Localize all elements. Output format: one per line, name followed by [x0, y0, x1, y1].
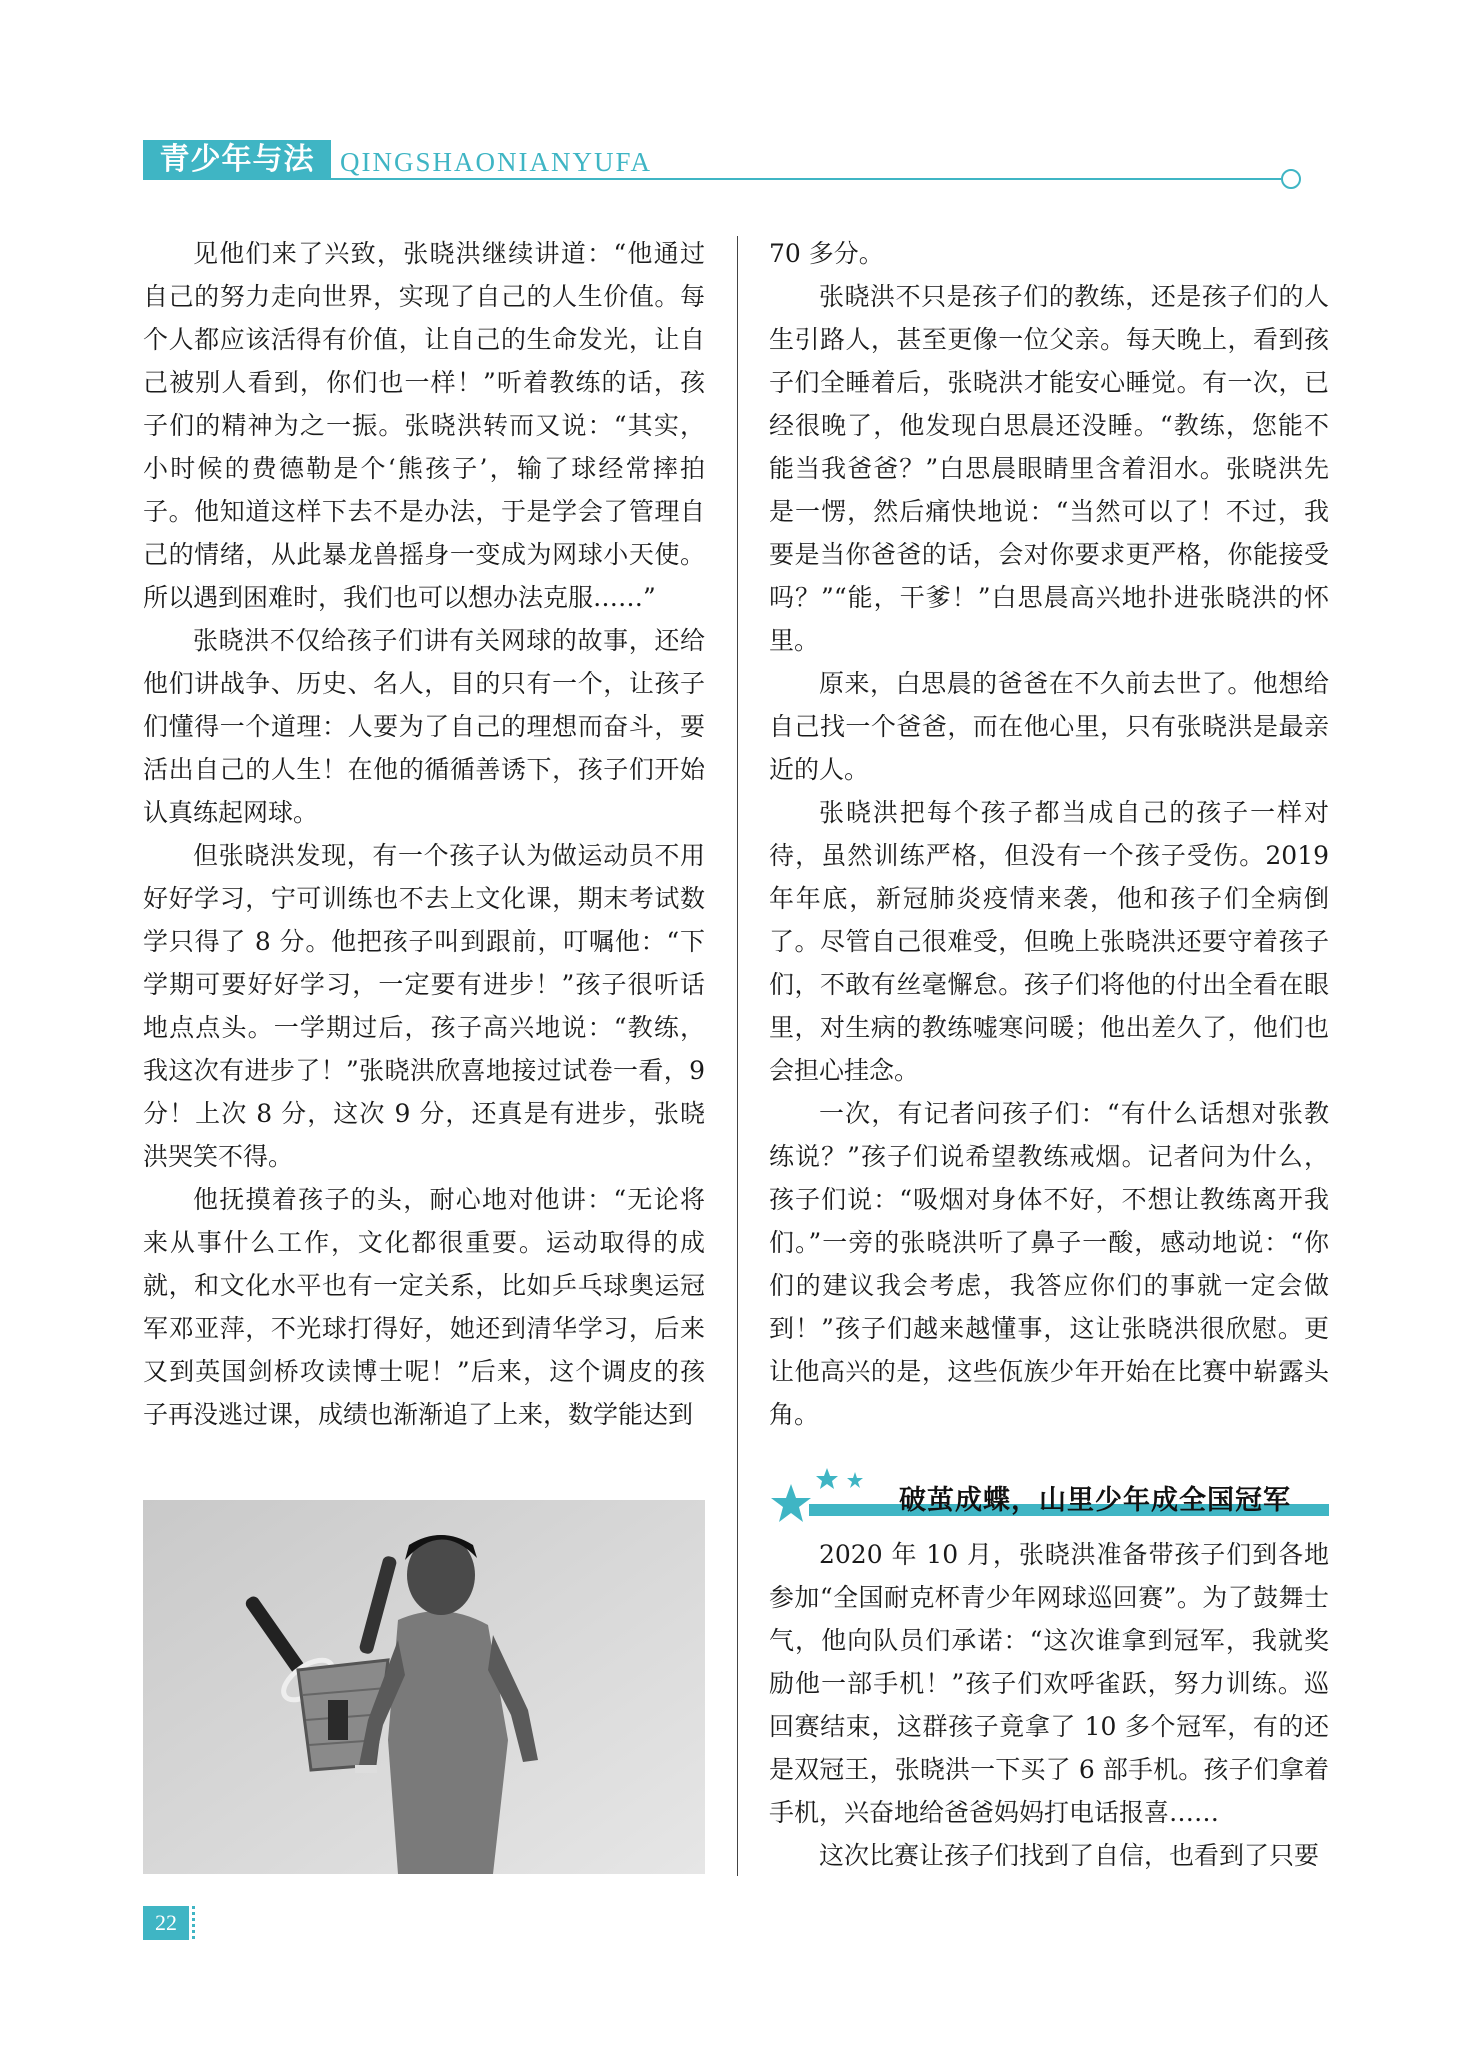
- left-text-column: [143, 232, 705, 1436]
- paragraph: 他抚摸着孩子的头，耐心地对他讲：“无论将来从事什么工作，文化都很重要。运动取得的成就，和文化水平也有一定关系，比如乒乓球奥运冠军邓亚萍，不光球打得好，她还到清华学习，后来又到英国剑桥攻读博士呢！”后来，这个调皮的孩子再没逃过课，成绩也渐渐追了上来，数学能达到: [143, 1185, 705, 1429]
- photo-illustration: [143, 1500, 705, 1874]
- right-text-column: [769, 232, 1329, 1436]
- paragraph: 张晓洪把每个孩子都当成自己的孩子一样对待，虽然训练严格，但没有一个孩子受伤。2019 年年底，新冠肺炎疫情来袭，他和孩子们全病倒了。尽管自己很难受，但晚上张晓洪还要守着孩子们，不敢有丝毫懈怠。孩子们将他的付出全看在眼里，对生病的教练嘘寒问暖；他出差久了，他们也会担心挂念。: [769, 798, 1329, 1085]
- paragraph: 张晓洪不只是孩子们的教练，还是孩子们的人生引路人，甚至更像一位父亲。每天晚上，看到孩子们全睡着后，张晓洪才能安心睡觉。有一次，已经很晚了，他发现白思晨还没睡。“教练，您能不能当我爸爸？”白思晨眼睛里含着泪水。张晓洪先是一愣，然后痛快地说：“当然可以了！不过，我要是当你爸爸的话，会对你要求更严格，你能接受吗？”“能，干爹！”白思晨高兴地扑进张晓洪的怀里。: [769, 282, 1329, 655]
- magazine-section-pinyin: QINGSHAONIANYUFA: [340, 147, 652, 177]
- paragraph: 一次，有记者问孩子们：“有什么话想对张教练说？”孩子们说希望教练戒烟。记者问为什么，孩子们说：“吸烟对身体不好，不想让教练离开我们。”一旁的张晓洪听了鼻子一酸，感动地说：“你们的建议我会考虑，我答应你们的事就一定会做到！”孩子们越来越懂事，这让张晓洪很欣慰。更让他高兴的是，这些佤族少年开始在比赛中崭露头角。: [769, 1099, 1329, 1429]
- paragraph: 2020 年 10 月，张晓洪准备带孩子们到各地参加“全国耐克杯青少年网球巡回赛”。为了鼓舞士气，他向队员们承诺：“这次谁拿到冠军，我就奖励他一部手机！”孩子们欢呼雀跃，努力训练。巡回赛结束，这群孩子竟拿了 10 多个冠军，有的还是双冠王，张晓洪一下买了 6 部手机。孩子们拿着手机，兴奋地给爸爸妈妈打电话报喜……: [769, 1540, 1329, 1827]
- header-rule: [143, 178, 1281, 180]
- paragraph: 这次比赛让孩子们找到了自信，也看到了只要: [819, 1841, 1320, 1870]
- section-heading: [769, 1466, 1329, 1532]
- stars-icon: [769, 1466, 889, 1532]
- header-rule-end-circle: [1281, 169, 1301, 189]
- column-divider: [737, 236, 738, 1876]
- section-text: [769, 1533, 1329, 1877]
- paragraph: 见他们来了兴致，张晓洪继续讲道：“他通过自己的努力走向世界，实现了自己的人生价值。每个人都应该活得有价值，让自己的生命发光，让自己被别人看到，你们也一样！”听着教练的话，孩子们的精神为之一振。张晓洪转而又说：“其实，小时候的费德勒是个‘熊孩子’，输了球经常摔拍子。他知道这样下去不是办法，于是学会了管理自己的情绪，从此暴龙兽摇身一变成为网球小天使。所以遇到困难时，我们也可以想办法克服……”: [143, 239, 705, 612]
- paragraph: 原来，白思晨的爸爸在不久前去世了。他想给自己找一个爸爸，而在他心里，只有张晓洪是最亲近的人。: [769, 669, 1329, 784]
- magazine-section-badge: 青少年与法: [143, 140, 331, 180]
- paragraph: 张晓洪不仅给孩子们讲有关网球的故事，还给他们讲战争、历史、名人，目的只有一个，让孩子们懂得一个道理：人要为了自己的理想而奋斗，要活出自己的人生！在他的循循善诱下，孩子们开始认真练起网球。: [143, 626, 705, 827]
- photo-boy-with-tennis-rackets: [143, 1500, 705, 1874]
- page-number: 22: [143, 1906, 189, 1940]
- section-title: 破茧成蝶，山里少年成全国冠军: [899, 1485, 1291, 1516]
- page-number-dots: [192, 1906, 195, 1940]
- paragraph-continuation: 70 多分。: [769, 239, 884, 268]
- paragraph: 但张晓洪发现，有一个孩子认为做运动员不用好好学习，宁可训练也不去上文化课，期末考试数学只得了 8 分。他把孩子叫到跟前，叮嘱他：“下学期可要好好学习，一定要有进步！”孩子很听话地点点头。一学期过后，孩子高兴地说：“教练，我这次有进步了！”张晓洪欣喜地接过试卷一看，9 分！上次 8 分，这次 9 分，还真是有进步，张晓洪哭笑不得。: [143, 841, 705, 1171]
